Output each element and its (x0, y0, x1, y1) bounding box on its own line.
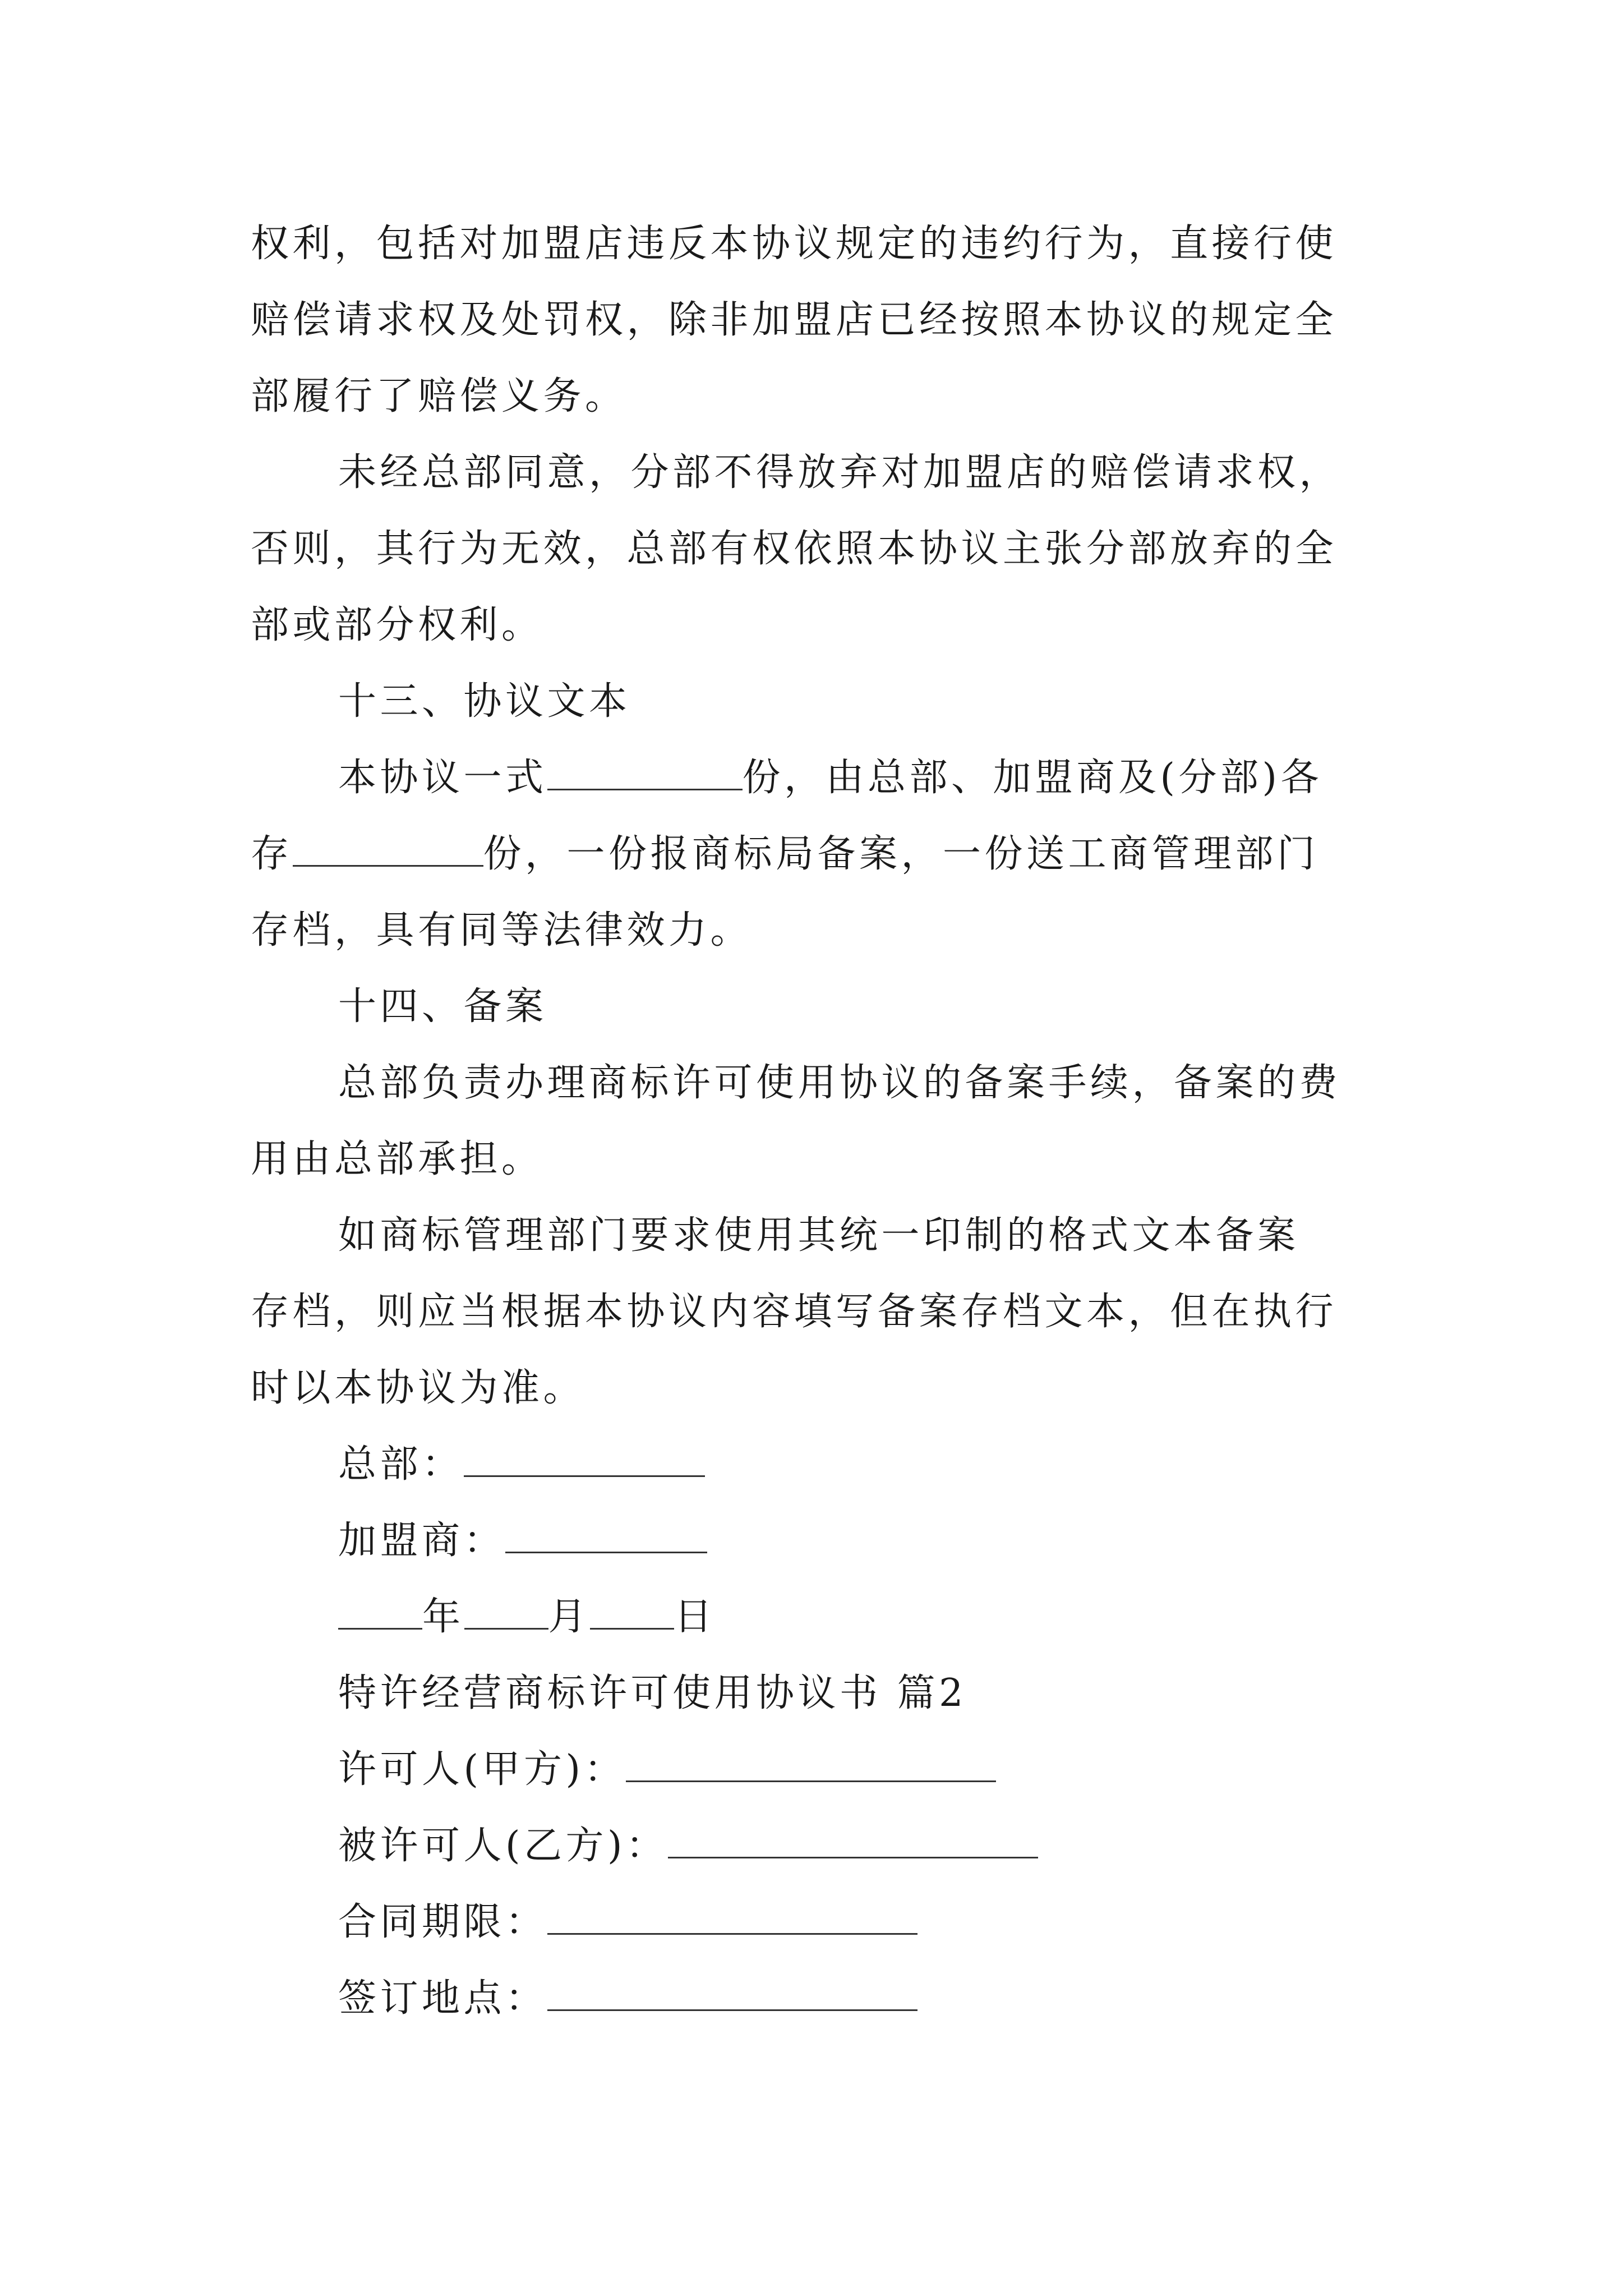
term-blank-field[interactable] (547, 1901, 917, 1935)
day-blank-field[interactable] (590, 1595, 674, 1630)
paragraph-line (251, 832, 1319, 877)
copies-suffix: 份，由总部、加盟商及(分部)各 (742, 756, 1323, 800)
paragraph-line: 存档，则应当根据本协议内容填写备案存档文本，但在执行 (251, 1290, 1338, 1334)
copies-remainder: 份，一份报商标局备案，一份送工商管理部门 (483, 832, 1319, 876)
licensor-label: 许可人(甲方)： (338, 1747, 626, 1792)
place-label: 签订地点： (338, 1976, 547, 2021)
blank-field[interactable] (547, 756, 743, 790)
paragraph-line: 部或部分权利。 (251, 603, 543, 647)
copies-prefix: 本协议一式 (338, 756, 547, 800)
term-label: 合同期限： (338, 1900, 547, 1944)
paragraph-line: 时以本协议为准。 (251, 1366, 585, 1410)
hq-label: 总部： (338, 1442, 464, 1487)
licensor-row (338, 1747, 996, 1792)
place-row (338, 1976, 917, 2021)
paragraph-line: 如商标管理部门要求使用其统一印制的格式文本备案 (338, 1213, 1299, 1258)
term-row (338, 1900, 917, 1945)
licensee-blank-field[interactable] (668, 1824, 1038, 1858)
paragraph-line (338, 756, 1322, 800)
signature-hq (338, 1442, 705, 1487)
store-word: 存 (251, 832, 293, 876)
year-blank-field[interactable] (338, 1595, 422, 1630)
franchisee-blank-field[interactable] (505, 1519, 707, 1553)
licensor-blank-field[interactable] (626, 1748, 996, 1782)
signature-date (338, 1595, 716, 1640)
paragraph-line: 未经总部同意，分部不得放弃对加盟店的赔偿请求权， (338, 450, 1341, 495)
paragraph-line: 存档，具有同等法律效力。 (251, 908, 753, 953)
year-label: 年 (422, 1595, 464, 1639)
licensee-label: 被许可人(乙方)： (338, 1824, 668, 1868)
day-label: 日 (674, 1595, 716, 1639)
franchisee-label: 加盟商： (338, 1519, 506, 1563)
paragraph-line: 权利，包括对加盟店违反本协议规定的违约行为，直接行使 (251, 222, 1338, 266)
second-agreement-title: 特许经营商标许可使用协议书 篇2 (338, 1671, 967, 1715)
licensee-row (338, 1824, 1038, 1869)
paragraph-line: 用由总部承担。 (251, 1137, 543, 1181)
signature-franchisee (338, 1519, 707, 1563)
paragraph-line: 总部负责办理商标许可使用协议的备案手续，备案的费 (338, 1061, 1341, 1105)
place-blank-field[interactable] (547, 1977, 917, 2011)
section-heading: 十三、协议文本 (338, 679, 631, 724)
month-blank-field[interactable] (464, 1595, 548, 1630)
paragraph-line: 部履行了赔偿义务。 (251, 374, 627, 418)
paragraph-line: 否则，其行为无效，总部有权依照本协议主张分部放弃的全 (251, 527, 1338, 571)
hq-blank-field[interactable] (464, 1443, 705, 1477)
paragraph-line: 赔偿请求权及处罚权，除非加盟店已经按照本协议的规定全 (251, 298, 1338, 342)
blank-field[interactable] (293, 832, 483, 867)
section-heading: 十四、备案 (338, 984, 547, 1029)
month-label: 月 (548, 1595, 591, 1639)
